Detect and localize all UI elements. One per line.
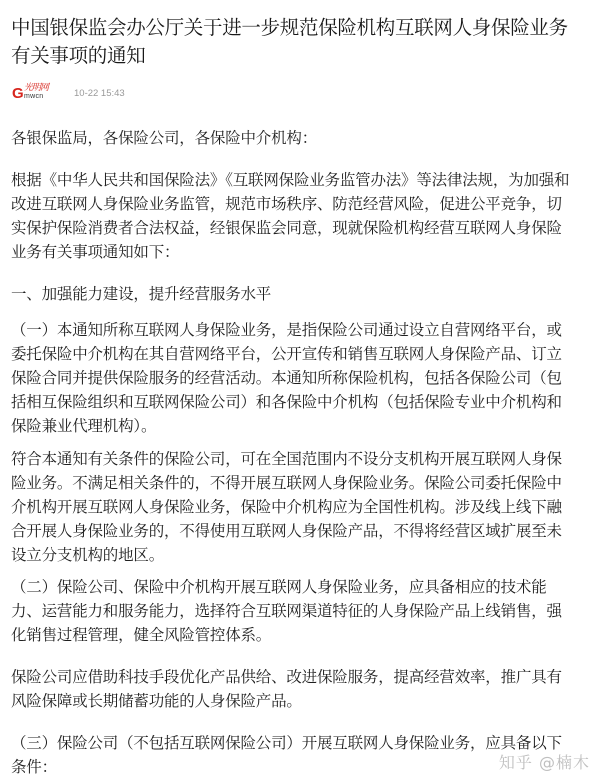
publish-timestamp: 10-22 15:43 xyxy=(74,87,125,99)
article-title: 中国银保监会办公厅关于进一步规范保险机构互联网人身保险业务有关事项的通知 xyxy=(11,16,568,67)
logo-script: 光明网 xyxy=(24,83,49,93)
clause-3-paragraph: （三）保险公司（不包括互联网保险公司）开展互联网人身保险业务，应具备以下条件： xyxy=(11,734,562,776)
clause-2-followup-paragraph: 保险公司应借助科技手段优化产品供给、改进保险服务，提高经营效率，推广具有风险保障或长期储蓄功能的人身保险产品。 xyxy=(11,668,562,710)
clause-1-followup-paragraph: 符合本通知有关条件的保险公司，可在全国范围内不设分支机构开展互联网人身保险业务。不满足相关条件的，不得开展互联网人身保险业务。保险公司委托保险中介机构开展互联网人身保险业务，保险中介机构应为全国性机构。涉及线上线下融合开展人身保险业务的，不得使用互联网人身保险产品，不得将经营区域扩展至未设立分支机构的地区。 xyxy=(11,450,562,564)
logo-letter: G xyxy=(12,85,24,102)
section-heading-1: 一、加强能力建设，提升经营服务水平 xyxy=(11,285,272,303)
gmw-logo-icon[interactable] xyxy=(12,83,62,103)
intro-paragraph: 根据《中华人民共和国保险法》《互联网保险业务监管办法》等法律法规，为加强和改进互联网人身保险业务监管，规范市场秩序、防范经营风险，促进公平竞争，切实保护保险消费者合法权益，经银保监会同意，现就保险机构经营互联网人身保险业务有关事项通知如下： xyxy=(11,171,570,261)
article-meta xyxy=(12,82,125,104)
clause-1-paragraph: （一）本通知所称互联网人身保险业务，是指保险公司通过设立自营网络平台，或委托保险中介机构在其自营网络平台，公开宣传和销售互联网人身保险产品、订立保险合同并提供保险服务的经营活动。本通知所称保险机构，包括各保险公司（包括相互保险组织和互联网保险公司）和各保险中介机构（包括保险专业中介机构和保险兼业代理机构）。 xyxy=(11,321,562,435)
salutation-paragraph: 各银保监局，各保险公司，各保险中介机构： xyxy=(11,129,318,147)
clause-2-paragraph: （二）保险公司、保险中介机构开展互联网人身保险业务，应具备相应的技术能力、运营能力和服务能力，选择符合互联网渠道特征的人身保险产品上线销售，强化销售过程管理，健全风险管控体系。 xyxy=(11,578,562,644)
logo-subtext: mwcn xyxy=(24,93,44,100)
zhihu-watermark: 知乎 @楠木 xyxy=(498,753,590,772)
